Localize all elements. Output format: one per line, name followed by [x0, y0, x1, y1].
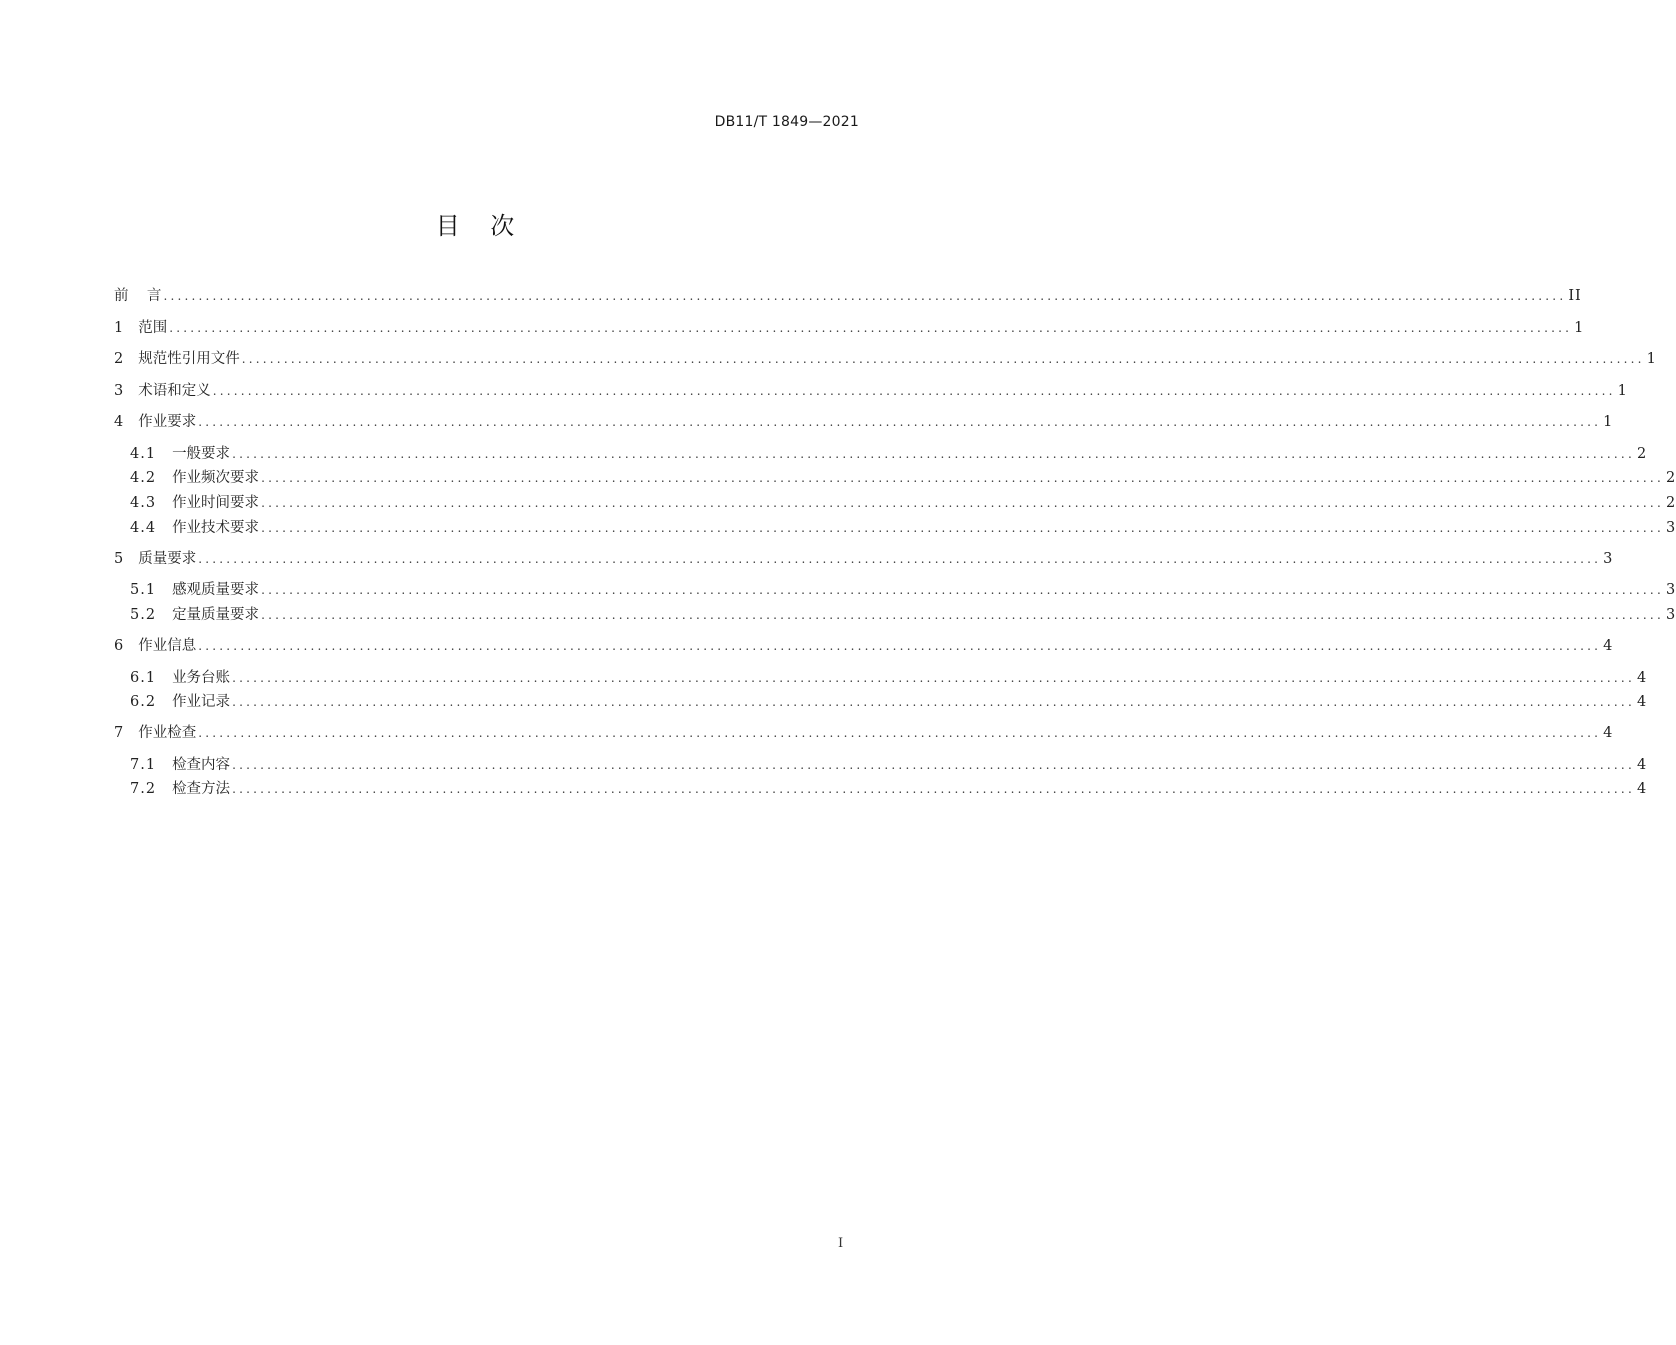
toc-entry-page: 3 — [1665, 607, 1676, 623]
toc-entry-label: 业务台账 — [172, 670, 231, 686]
toc-entry-leader-dots: ........................................................................................................................................................................................................ — [169, 321, 1573, 335]
toc-entry-label: 定量质量要求 — [172, 607, 260, 623]
toc-entry-page: 3 — [1665, 520, 1676, 536]
toc-entry-number: 7.2 — [130, 781, 157, 797]
toc-entry-label: 检查内容 — [172, 757, 231, 773]
toc-entry-page: 4 — [1603, 725, 1614, 741]
toc-entry-leader-dots: ........................................................................................................................................................................................................ — [261, 521, 1664, 535]
toc-entry-leader-dots: ........................................................................................................................................................................................................ — [198, 415, 1602, 429]
toc-entry-number: 1 — [114, 320, 125, 336]
toc-entry-label: 作业时间要求 — [172, 495, 260, 511]
toc-entry-leader-dots: ........................................................................................................................................................................................................ — [261, 496, 1664, 510]
toc-entry-page: 3 — [1603, 551, 1614, 567]
toc-entry-number: 4.1 — [130, 446, 157, 462]
toc-entry-number: 6 — [114, 638, 125, 654]
toc-entry-number: 3 — [114, 383, 125, 399]
toc-entry-leader-dots: ........................................................................................................................................................................................................ — [232, 695, 1635, 709]
toc-entry[interactable] — [114, 316, 1585, 340]
toc-entry-number: 5 — [114, 551, 125, 567]
toc-entry-number: 4.2 — [130, 470, 157, 486]
toc-entry-label: 感观质量要求 — [172, 582, 260, 598]
toc-entry[interactable] — [114, 347, 1657, 371]
toc-entry-label: 作业检查 — [138, 725, 197, 741]
toc-entry-page: 4 — [1636, 694, 1648, 710]
toc-entry-leader-dots: ........................................................................................................................................................................................................ — [198, 552, 1602, 566]
toc-entry[interactable] — [114, 466, 1676, 490]
toc-entry-label: 范围 — [138, 320, 168, 336]
toc-entry-label: 检查方法 — [172, 781, 231, 797]
toc-entry-page: 1 — [1617, 383, 1628, 399]
toc-entry[interactable] — [114, 442, 1648, 466]
toc-entry-label: 前 言 — [114, 288, 162, 304]
toc-entry[interactable] — [114, 666, 1648, 690]
toc-entry-page: 4 — [1636, 670, 1648, 686]
toc-entry-page: 4 — [1603, 638, 1614, 654]
toc-entry-leader-dots: ........................................................................................................................................................................................................ — [198, 726, 1602, 740]
toc-entry-leader-dots: ........................................................................................................................................................................................................ — [198, 639, 1602, 653]
page-number: I — [838, 1236, 844, 1251]
toc-entry-label: 质量要求 — [138, 551, 197, 567]
toc-entry[interactable] — [114, 634, 1614, 658]
toc-entry-leader-dots: ........................................................................................................................................................................................................ — [241, 352, 1645, 366]
toc-entry-number: 5.2 — [130, 607, 157, 623]
toc-entry-label: 规范性引用文件 — [138, 351, 240, 367]
toc-entry-label: 作业记录 — [172, 694, 231, 710]
toc-entry[interactable] — [114, 603, 1676, 627]
toc-entry-page: 1 — [1603, 414, 1614, 430]
toc-entry-leader-dots: ........................................................................................................................................................................................................ — [261, 583, 1664, 597]
toc-entry-page: 2 — [1665, 495, 1676, 511]
toc-entry-page: 3 — [1665, 582, 1676, 598]
toc-entry-label: 作业频次要求 — [172, 470, 260, 486]
toc-entry-page: 2 — [1636, 446, 1648, 462]
toc-entry[interactable] — [114, 690, 1648, 714]
toc-entry-page: 2 — [1665, 470, 1676, 486]
toc-entry[interactable] — [114, 721, 1614, 745]
toc-entry-leader-dots: ........................................................................................................................................................................................................ — [261, 471, 1664, 485]
toc-entry-leader-dots: ........................................................................................................................................................................................................ — [232, 758, 1635, 772]
toc-entry-label: 作业要求 — [138, 414, 197, 430]
toc-entry[interactable] — [114, 516, 1676, 540]
toc-entry-label: 作业信息 — [138, 638, 197, 654]
toc-entry-page: 1 — [1574, 320, 1585, 336]
toc-entry-page: 4 — [1636, 757, 1648, 773]
toc-entry-page: 1 — [1646, 351, 1657, 367]
toc-entry[interactable] — [114, 578, 1676, 602]
toc-entry-label: 术语和定义 — [138, 383, 211, 399]
toc-entry-leader-dots: ........................................................................................................................................................................................................ — [261, 608, 1664, 622]
toc-entry[interactable] — [114, 410, 1614, 434]
toc-entry-number: 6.1 — [130, 670, 157, 686]
toc-entry-number: 4.4 — [130, 520, 157, 536]
toc-entry-number: 6.2 — [130, 694, 157, 710]
toc-entry[interactable] — [114, 379, 1628, 403]
toc-title: 目 次 — [435, 212, 515, 240]
toc-entry-number: 2 — [114, 351, 125, 367]
toc-entry-number: 4 — [114, 414, 125, 430]
toc-entry[interactable] — [114, 753, 1648, 777]
toc-entry-number: 4.3 — [130, 495, 157, 511]
toc-entry-page: 4 — [1636, 781, 1648, 797]
toc-entry-leader-dots: ........................................................................................................................................................................................................ — [232, 671, 1635, 685]
toc-entry[interactable] — [114, 777, 1648, 801]
toc-entry-number: 7 — [114, 725, 125, 741]
toc-entry-label: 一般要求 — [172, 446, 231, 462]
toc-entry-leader-dots: ........................................................................................................................................................................................................ — [232, 782, 1635, 796]
toc-entry[interactable] — [114, 491, 1676, 515]
toc-entry-number: 7.1 — [130, 757, 157, 773]
toc-entry[interactable] — [114, 547, 1614, 571]
document-code: DB11/T 1849—2021 — [714, 114, 859, 130]
toc-entry-leader-dots: ........................................................................................................................................................................................................ — [163, 289, 1567, 303]
toc-entry[interactable] — [114, 284, 1582, 308]
toc-entry-leader-dots: ........................................................................................................................................................................................................ — [212, 384, 1616, 398]
toc-entry-label: 作业技术要求 — [172, 520, 260, 536]
toc-entry-number: 5.1 — [130, 582, 157, 598]
toc-entry-page: II — [1568, 288, 1582, 304]
toc-entry-leader-dots: ........................................................................................................................................................................................................ — [232, 447, 1635, 461]
